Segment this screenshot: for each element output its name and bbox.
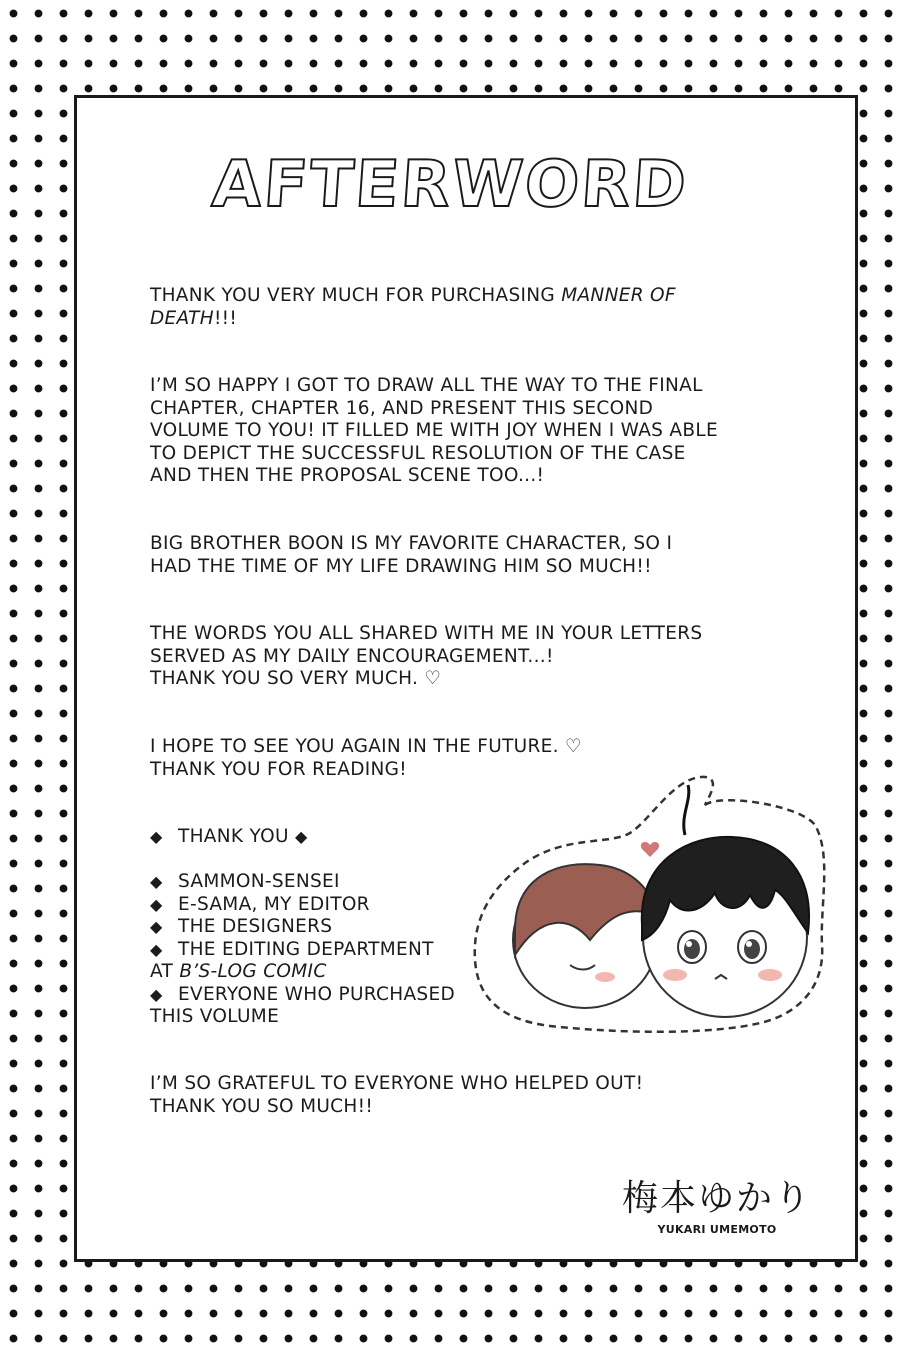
- paragraph-line: I HOPE TO SEE YOU AGAIN IN THE FUTURE. ♡: [150, 736, 582, 757]
- paragraph-line: THANK YOU FOR READING!: [150, 758, 408, 780]
- page-title: AFTERWORD: [209, 148, 691, 222]
- paragraph-line: BIG BROTHER BOON IS MY FAVORITE CHARACTER, SO I: [150, 533, 673, 554]
- paragraph-line: I’M SO HAPPY I GOT TO DRAW ALL THE WAY TO THE FINAL: [150, 375, 703, 396]
- paragraph-favorite-character: [150, 533, 750, 578]
- intro-suffix: !!!: [213, 307, 238, 329]
- diamond-icon: ◆: [150, 939, 163, 959]
- paragraph-line: THANK YOU SO MUCH!!: [150, 1095, 374, 1117]
- book-title-line-2: DEATH: [150, 307, 214, 329]
- paragraph-line: CHAPTER, CHAPTER 16, AND PRESENT THIS SECOND: [150, 397, 654, 419]
- signature-japanese: 梅本ゆかり: [622, 1178, 813, 1219]
- chibi-characters-illustration: [470, 765, 830, 1055]
- paragraph-line: THE WORDS YOU ALL SHARED WITH ME IN YOUR LETTERS: [150, 623, 703, 644]
- left-character: [513, 864, 657, 1008]
- paragraph-line: HAD THE TIME OF MY LIFE DRAWING HIM SO MUCH!!: [150, 555, 652, 577]
- book-title-line-1: MANNER OF: [561, 285, 676, 306]
- paragraph-line: TO DEPICT THE SUCCESSFUL RESOLUTION OF THE CASE: [150, 442, 686, 464]
- paragraph-line: AND THEN THE PROPOSAL SCENE TOO...!: [150, 465, 545, 486]
- closing-paragraph: [150, 1073, 750, 1118]
- list-item-continuation: THIS VOLUME: [150, 1006, 280, 1027]
- paragraph-line: I’M SO GRATEFUL TO EVERYONE WHO HELPED OUT!: [150, 1073, 644, 1094]
- paragraph-line: SERVED AS MY DAILY ENCOURAGEMENT...!: [150, 645, 554, 667]
- paragraph-letters: [150, 623, 750, 691]
- list-item-label: THE EDITING DEPARTMENT: [178, 938, 434, 960]
- list-item-label: AT: [150, 961, 180, 982]
- signature: [622, 1170, 812, 1236]
- paragraph-line: THANK YOU SO VERY MUCH. ♡: [150, 668, 442, 689]
- list-item-label: SAMMON-SENSEI: [178, 871, 340, 892]
- diamond-icon: ◆: [150, 827, 163, 846]
- thanks-header-label: THANK YOU: [178, 826, 289, 847]
- diamond-icon: ◆: [295, 827, 308, 846]
- right-character: [642, 785, 809, 1017]
- diamond-icon: ◆: [150, 917, 163, 936]
- magazine-name: B’S-LOG COMIC: [179, 961, 327, 982]
- heart-icon: [641, 842, 659, 857]
- signature-english: YUKARI UMEMOTO: [657, 1223, 777, 1236]
- list-item-label: EVERYONE WHO PURCHASED: [178, 983, 455, 1005]
- diamond-icon: ◆: [150, 894, 163, 914]
- paragraph-line: VOLUME TO YOU! IT FILLED ME WITH JOY WHEN I WAS ABLE: [150, 420, 718, 441]
- list-item-label: THE DESIGNERS: [178, 916, 333, 937]
- diamond-icon: ◆: [150, 984, 163, 1004]
- intro-paragraph: [150, 285, 750, 330]
- diamond-icon: ◆: [150, 872, 163, 891]
- paragraph-final-chapter: [150, 375, 750, 488]
- list-item-label: E-SAMA, MY EDITOR: [178, 893, 370, 915]
- intro-text: THANK YOU VERY MUCH FOR PURCHASING: [150, 285, 562, 306]
